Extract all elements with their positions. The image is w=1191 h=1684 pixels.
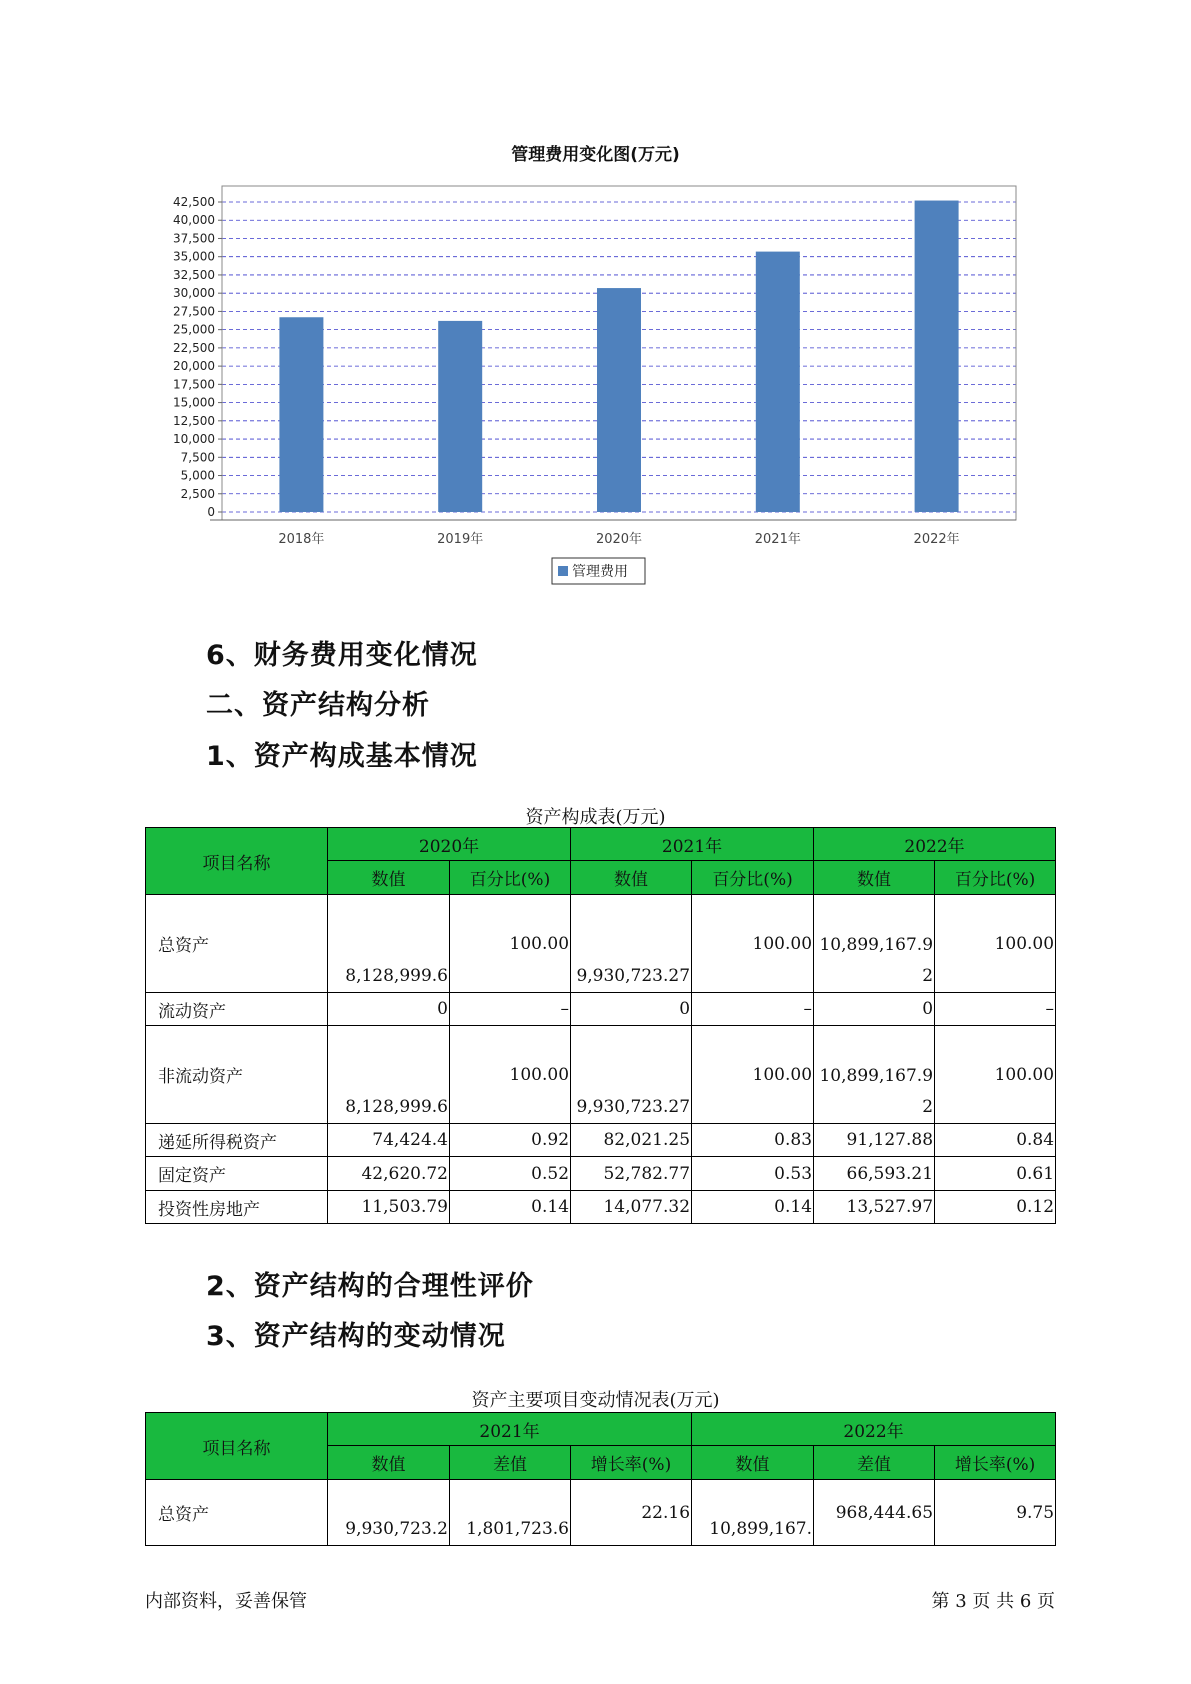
cell-percent: 100.00	[450, 1026, 571, 1124]
table-row	[146, 1026, 1056, 1124]
x-tick-label: 2022年	[913, 532, 960, 547]
table-row	[146, 895, 1056, 993]
row-label: 非流动资产	[146, 1026, 328, 1124]
cell-percent: –	[935, 993, 1056, 1026]
cell-value: 0	[814, 993, 935, 1026]
cell-diff: 968,444.65	[814, 1480, 935, 1546]
y-tick-label: 12,500	[173, 413, 215, 428]
cell-value: 9,930,723.27	[571, 895, 692, 993]
diff-subheader: 差值	[450, 1446, 571, 1480]
cell-value: 0	[328, 993, 450, 1026]
row-label: 总资产	[146, 895, 328, 993]
table1-caption: 资产构成表(万元)	[525, 807, 666, 828]
x-tick-label: 2019年	[437, 532, 484, 547]
cell-percent: 0.92	[450, 1124, 571, 1157]
row-label: 流动资产	[146, 993, 328, 1026]
value-subheader: 数值	[692, 1446, 814, 1480]
y-tick-label: 40,000	[173, 213, 215, 228]
year-header: 2021年	[571, 828, 814, 861]
x-tick-label: 2018年	[278, 532, 325, 547]
cell-value: 13,527.97	[814, 1191, 935, 1224]
item-name-header: 项目名称	[146, 1413, 328, 1480]
y-tick-label: 5,000	[180, 468, 215, 483]
percent-subheader: 百分比(%)	[935, 861, 1056, 895]
bar	[756, 252, 800, 512]
cell-value: 9,930,723.2	[328, 1480, 450, 1546]
cell-percent: 0.53	[692, 1157, 814, 1191]
cell-value: 74,424.4	[328, 1124, 450, 1157]
value-subheader: 数值	[814, 861, 935, 895]
chart-title: 管理费用变化图(万元)	[511, 145, 680, 165]
cell-value: 14,077.32	[571, 1191, 692, 1224]
cell-value: 52,782.77	[571, 1157, 692, 1191]
x-tick-label: 2020年	[595, 532, 643, 547]
cell-value: 8,128,999.6	[328, 895, 450, 993]
bar	[915, 201, 959, 512]
cell-percent: 100.00	[935, 1026, 1056, 1124]
y-tick-label: 42,500	[173, 195, 215, 209]
row-label: 总资产	[146, 1480, 328, 1546]
y-tick-label: 22,500	[173, 340, 215, 355]
row-label: 递延所得税资产	[146, 1124, 328, 1157]
asset-composition-table	[145, 827, 1056, 1224]
y-tick-label: 10,000	[173, 432, 215, 447]
heading-asset-structure: 二、资产结构分析	[206, 690, 430, 721]
cell-percent: 0.83	[692, 1124, 814, 1157]
y-tick-label: 0	[207, 505, 215, 519]
cell-growth: 22.16	[571, 1480, 692, 1546]
value-subheader: 数值	[328, 861, 450, 895]
bar	[597, 288, 641, 512]
cell-percent: 0.12	[935, 1191, 1056, 1224]
bar	[438, 321, 482, 512]
value-subheader: 数值	[571, 861, 692, 895]
cell-value: 82,021.25	[571, 1124, 692, 1157]
y-tick-label: 20,000	[173, 359, 215, 374]
y-tick-label: 17,500	[173, 377, 215, 392]
cell-value: 10,899,167.	[692, 1480, 814, 1546]
year-header: 2021年	[328, 1413, 692, 1446]
item-name-header: 项目名称	[146, 828, 328, 895]
heading-structure-changes: 3、资产结构的变动情况	[206, 1321, 506, 1352]
cell-growth: 9.75	[935, 1480, 1056, 1546]
cell-percent: –	[450, 993, 571, 1026]
cell-percent: 0.61	[935, 1157, 1056, 1191]
heading-asset-composition: 1、资产构成基本情况	[206, 741, 478, 772]
y-tick-label: 25,000	[173, 322, 215, 337]
legend-swatch	[558, 566, 568, 576]
y-tick-label: 2,500	[180, 486, 215, 501]
cell-percent: 0.52	[450, 1157, 571, 1191]
y-tick-label: 27,500	[173, 304, 215, 319]
cell-percent: 100.00	[450, 895, 571, 993]
cell-percent: 0.84	[935, 1124, 1056, 1157]
bar	[279, 317, 323, 512]
table-row	[146, 1191, 1056, 1224]
cell-percent: 0.14	[692, 1191, 814, 1224]
table-row	[146, 1157, 1056, 1191]
y-tick-label: 7,500	[180, 450, 215, 465]
table-row	[146, 1480, 1056, 1546]
cell-value: 11,503.79	[328, 1191, 450, 1224]
y-tick-label: 15,000	[173, 395, 215, 410]
table-row	[146, 1124, 1056, 1157]
y-tick-label: 37,500	[173, 231, 215, 246]
cell-percent: 0.14	[450, 1191, 571, 1224]
percent-subheader: 百分比(%)	[692, 861, 814, 895]
table2-caption: 资产主要项目变动情况表(万元)	[471, 1390, 720, 1411]
row-label: 固定资产	[146, 1157, 328, 1191]
cell-value: 10,899,167.92	[814, 1026, 935, 1124]
row-label: 投资性房地产	[146, 1191, 328, 1224]
diff-subheader: 差值	[814, 1446, 935, 1480]
cell-percent: 100.00	[935, 895, 1056, 993]
table-row	[146, 993, 1056, 1026]
year-header: 2022年	[692, 1413, 1056, 1446]
year-header: 2020年	[328, 828, 571, 861]
heading-finance-cost: 6、财务费用变化情况	[206, 640, 478, 671]
x-tick-label: 2021年	[754, 532, 801, 547]
footer-confidential: 内部资料，妥善保管	[145, 1591, 307, 1612]
footer-page-number: 第 3 页 共 6 页	[931, 1591, 1055, 1612]
cell-percent: 100.00	[692, 895, 814, 993]
cell-value: 66,593.21	[814, 1157, 935, 1191]
year-header: 2022年	[814, 828, 1056, 861]
cell-diff: 1,801,723.6	[450, 1480, 571, 1546]
cell-value: 10,899,167.92	[814, 895, 935, 993]
cell-percent: –	[692, 993, 814, 1026]
heading-structure-rationality: 2、资产结构的合理性评价	[206, 1271, 534, 1302]
cell-value: 0	[571, 993, 692, 1026]
cell-percent: 100.00	[692, 1026, 814, 1124]
growth-subheader: 增长率(%)	[571, 1446, 692, 1480]
growth-subheader: 增长率(%)	[935, 1446, 1056, 1480]
cell-value: 91,127.88	[814, 1124, 935, 1157]
value-subheader: 数值	[328, 1446, 450, 1480]
cell-value: 8,128,999.6	[328, 1026, 450, 1124]
y-tick-label: 30,000	[173, 286, 215, 301]
legend-label: 管理费用	[572, 564, 628, 580]
percent-subheader: 百分比(%)	[450, 861, 571, 895]
cell-value: 9,930,723.27	[571, 1026, 692, 1124]
y-tick-label: 35,000	[173, 249, 215, 264]
asset-change-table	[145, 1412, 1056, 1546]
cell-value: 42,620.72	[328, 1157, 450, 1191]
y-tick-label: 32,500	[173, 267, 215, 282]
bar-chart	[140, 178, 1040, 598]
